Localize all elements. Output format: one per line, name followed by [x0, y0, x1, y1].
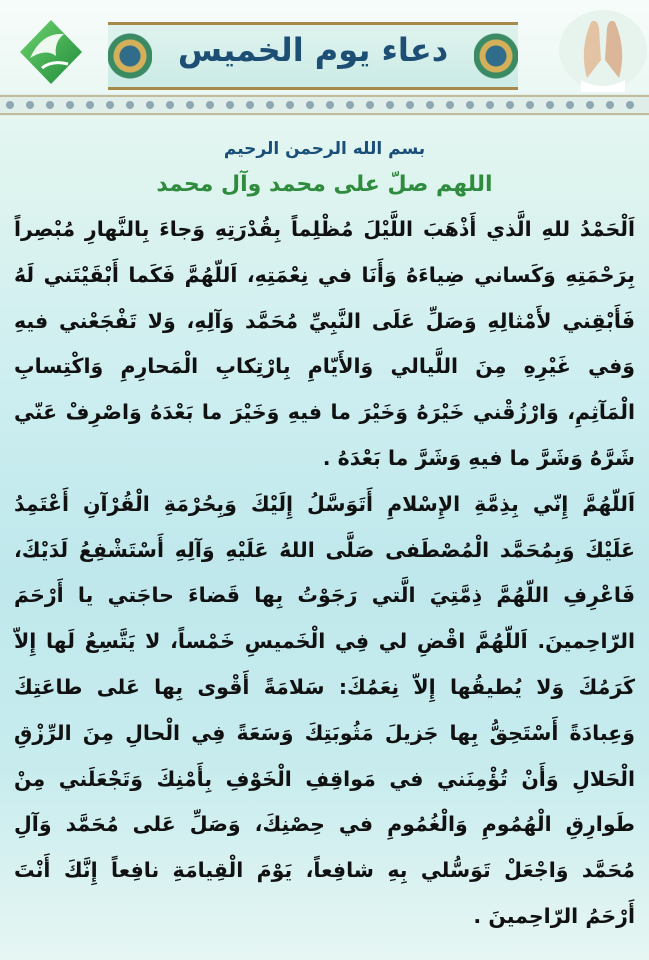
page-header: [0, 0, 649, 120]
dua-paragraph-1: اَلْحَمْدُ للهِ الَّذي أَذْهَبَ اللَّيْلَ مُظْلِماً بِقُدْرَتِهِ وَجاءَ بِالنَّهارِ مُبْصِراً بِرَحْمَتِهِ وَكَساني ضِياءَهُ وَأَنَا في نِعْمَتِهِ، اَللّهُمَّ فَكَما أَبْقَيْتَني لَهُ فَأَبْقِني لأَمْثالِهِ وَصَلِّ عَلَى النَّبِيِّ مُحَمَّد وَآلِهِ، وَلا تَفْجَعْني فيهِ وَفي غَيْرِهِ مِنَ اللَّيالي وَالأَيّامِ بِارْتِكابِ الْمَحارِمِ وَاكْتِسابِ الْمَآثِمِ، وَارْزُقْني خَيْرَهُ وَخَيْرَ ما فيهِ وَخَيْرَ ما بَعْدَهُ وَاصْرِفْ عَنّي شَرَّهُ وَشَرَّ ما فيهِ وَشَرَّ ما بَعْدَهُ .: [14, 217, 635, 470]
page-title: دعاء يوم الخميس: [177, 31, 449, 69]
basmala: بسم الله الرحمن الرحيم: [223, 139, 426, 159]
dua-paragraph-2: اَللّهُمَّ إِنّي بِذِمَّةِ الإِسْلامِ أَتَوَسَّلُ إِلَيْكَ وَبِحُرْمَةِ الْقُرْآنِ أَعْتَمِدُ عَلَيْكَ وَبِمُحَمَّد الْمُصْطَفى صَلَّى اللهُ عَلَيْهِ وَآلِهِ أَسْتَشْفِعُ لَدَيْكَ، فَاعْرِفِ اللّهُمَّ ذِمَّتِيَ الَّتي رَجَوْتُ بِها قَضاءَ حاجَتي يا أَرْحَمَ الرّاحِمينَ. اَللّهُمَّ اقْضِ لي فِي الْخَميسِ خَمْساً، لا يَتَّسِعُ لَها إِلاّ كَرَمُكَ وَلا يُطيقُها إِلاّ نِعَمُكَ: سَلامَةً أَقْوى بِها عَلى طاعَتِكَ وَعِبادَةً أَسْتَحِقُّ بِها جَزيلَ مَثُوبَتِكَ وَسَعَةً فِي الْحالِ مِنَ الرِّزْقِ الْحَلالِ وَأَنْ تُؤْمِنَني في مَواقِفِ الْخَوْفِ بِأَمْنِكَ وَتَجْعَلَني مِنْ طَوارِقِ الْهُمُومِ وَالْغُمُومِ في حِصْنِكَ، وَصَلِّ عَلى مُحَمَّد وَآلِ مُحَمَّد وَاجْعَلْ تَوَسُّلي بِهِ شافِعاً، يَوْمَ الْقِيامَةِ نافِعاً إِنَّكَ أَنْتَ أَرْحَمُ الرّاحِمينَ .: [14, 491, 635, 928]
quran-logo-icon: [12, 12, 90, 90]
title-banner: [108, 22, 518, 90]
dua-content: [10, 135, 639, 940]
salawat-heading: اللهم صلّ على محمد وآل محمد: [156, 172, 493, 197]
ornamental-divider: [0, 94, 649, 116]
dua-body: [10, 207, 639, 940]
praying-hands-icon: [557, 0, 649, 92]
